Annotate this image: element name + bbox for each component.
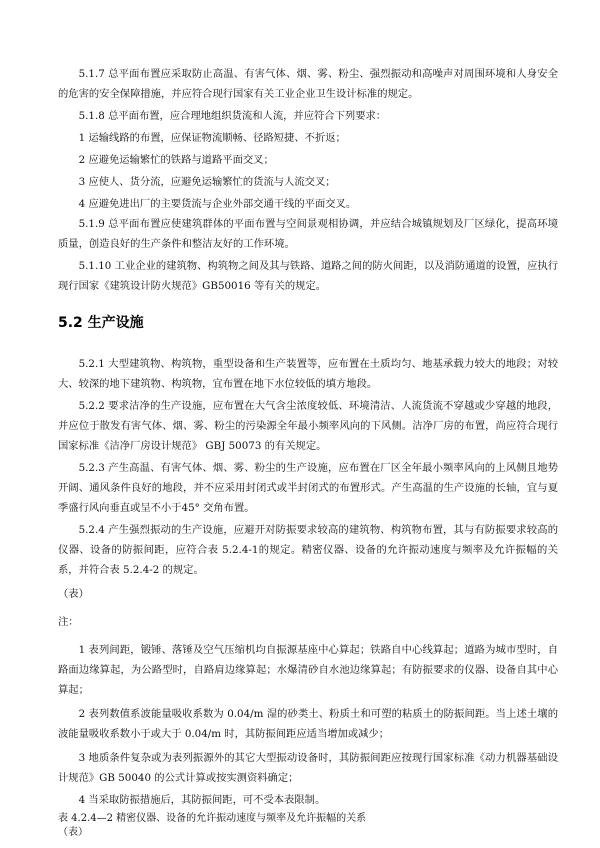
table-placeholder-2: （表） xyxy=(58,827,88,838)
paragraph-5-1-7: 5.1.7 总平面布置应采取防止高温、有害气体、烟、雾、粉尘、强烈振动和高噪声对周围环境和人身安全的危害的安全保障措施，并应符合现行国家有关工业企业卫生设计标准的规定。 xyxy=(58,68,558,100)
paragraph-5-2-1: 5.2.1 大型建筑物、构筑物，重型设备和生产装置等，应布置在土质均匀、地基承载力较大的地段；对较大、较深的地下建筑物、构筑物，宜布置在地下水位较低的填方地段。 xyxy=(58,358,558,390)
note-4: 4 当采取防振措施后，其防振间距，可不受本表限制。 xyxy=(78,794,326,806)
note-label: 注： xyxy=(58,616,79,628)
list-item-5-1-8-1: 1 运输线路的布置，应保证物流顺畅、径路短捷、不折返； xyxy=(78,132,346,144)
note-3: 3 地质条件复杂或为表列振源外的其它大型振动设备时，其防振间距应按现行国家标准《动力机器基础设计规范》GB 50040 的公式计算或按实测资料确定； xyxy=(58,752,558,784)
note-2: 2 表列数值系波能量吸收系数为 0.04/m 湿的砂类土、粉质土和可塑的粘质土的防振间距。当上述土壤的波能量吸收系数小于或大于 0.04/m 时，其防振间距应适当增加或减少； xyxy=(58,708,558,740)
note-1: 1 表列间距，锻锤、落锤及空气压缩机均自振源基座中心算起；铁路自中心线算起；道路为城市型时，自路面边缘算起，为公路型时，自路肩边缘算起；水爆清砂自水池边缘算起；有防振要求的仪器、设备自其中心算起； xyxy=(58,644,558,696)
list-item-5-1-8-2: 2 应避免运输繁忙的铁路与道路平面交叉； xyxy=(78,154,274,166)
paragraph-5-1-9: 5.1.9 总平面布置应使建筑群体的平面布置与空间景观相协调，并应结合城镇规划及厂区绿化，提高环境质量，创造良好的生产条件和整洁友好的工作环境。 xyxy=(58,218,558,250)
table-caption: 表 4.2.4—2 精密仪器、设备的允许振动速度与频率及允许振幅的关系 xyxy=(58,813,367,824)
paragraph-5-1-8: 5.1.8 总平面布置，应合理地组织货流和人流，并应符合下列要求： xyxy=(78,110,387,122)
table-placeholder-1: （表） xyxy=(58,588,89,600)
paragraph-5-2-4: 5.2.4 产生强烈振动的生产设施，应避开对防振要求较高的建筑物、构筑物布置，其与有防振要求较高的仪器、设备的防振间距，应符合表 5.2.4-1的规定。精密仪器、设备的允许振动速度与频率及允许振幅的关系，并符合表 5.2.4-2 的规定。 xyxy=(58,524,558,576)
paragraph-5-1-10: 5.1.10 工业企业的建筑物、构筑物之间及其与铁路、道路之间的防火间距，以及消防通道的设置，应执行现行国家《建筑设计防火规范》GB50016 等有关的规定。 xyxy=(58,260,558,292)
paragraph-5-2-3: 5.2.3 产生高温、有害气体、烟、雾、粉尘的生产设施，应布置在厂区全年最小频率风向的上风侧且地势开阔、通风条件良好的地段，并不应采用封闭式或半封闭式的布置形式。产生高温的生产设施的长轴，宜与夏季盛行风向垂直或呈不小于45° 交角布置。 xyxy=(58,462,558,514)
section-heading: 5.2 生产设施 xyxy=(58,315,144,331)
list-item-5-1-8-4: 4 应避免进出厂的主要货流与企业外部交通干线的平面交叉。 xyxy=(78,198,357,210)
paragraph-5-2-2: 5.2.2 要求洁净的生产设施，应布置在大气含尘浓度较低、环境清洁、人流货流不穿越或少穿越的地段，并应位于散发有害气体、烟、雾、粉尘的污染源全年最小频率风向的下风侧。洁净厂房的布置，尚应符合现行国家标准《洁净厂房设计规范》 GBJ 50073 的有关规定。 xyxy=(58,400,558,452)
list-item-5-1-8-3: 3 应使人、货分流，应避免运输繁忙的货流与人流交叉； xyxy=(78,176,336,188)
